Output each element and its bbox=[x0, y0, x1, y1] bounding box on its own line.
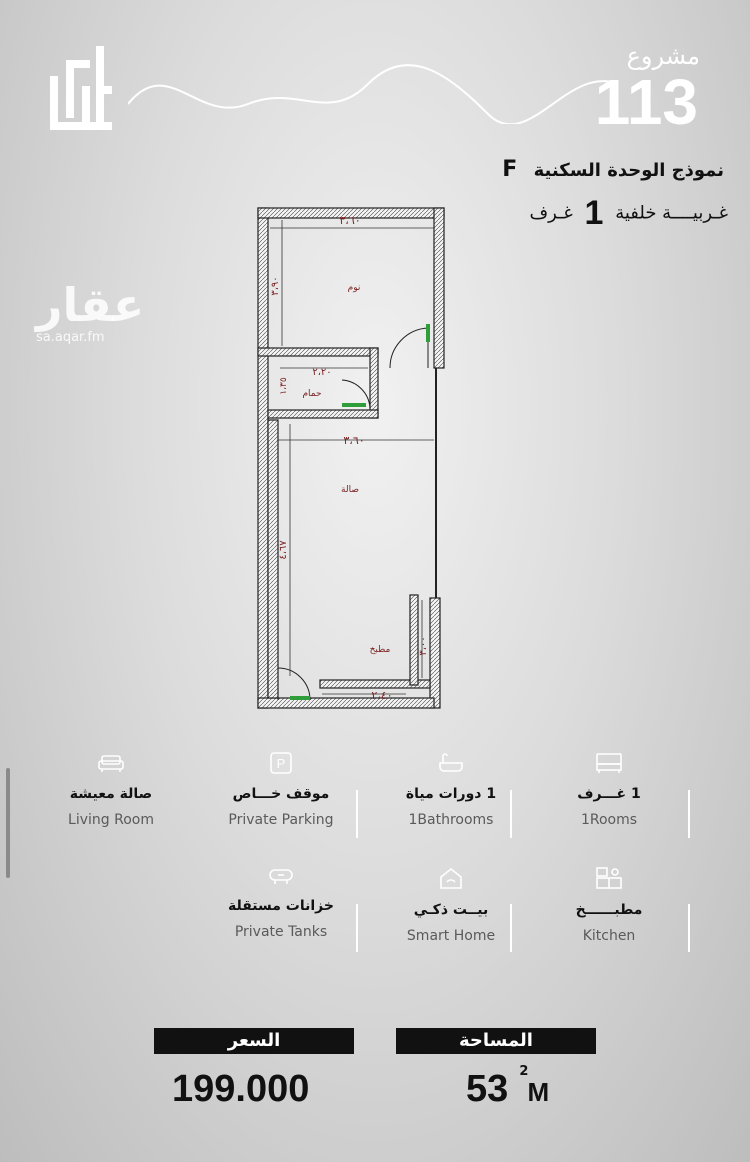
divider bbox=[688, 904, 690, 952]
unit-model-label: نموذج الوحدة السكنية bbox=[533, 160, 724, 181]
project-number: 113 bbox=[594, 66, 698, 138]
water-tank-icon bbox=[267, 866, 295, 886]
feature-tanks-ar: خزانات مستقلة bbox=[228, 898, 334, 914]
living-width: ٣،٦٠ bbox=[343, 434, 365, 447]
area-unit: M bbox=[527, 1077, 550, 1107]
living-label: صالة bbox=[341, 485, 359, 495]
area-value-group bbox=[466, 1064, 550, 1111]
feature-tanks bbox=[196, 866, 366, 940]
bed-icon bbox=[595, 752, 623, 774]
feature-bathrooms-ar: 1 دورات مياة bbox=[405, 786, 497, 802]
unit-model bbox=[502, 157, 724, 182]
divider bbox=[510, 790, 512, 838]
divider bbox=[510, 904, 512, 952]
bathroom-height: ١،٣٥ bbox=[279, 377, 289, 395]
developer-logo bbox=[50, 46, 112, 130]
svg-text:P: P bbox=[276, 756, 286, 771]
bathroom-label: حمام bbox=[302, 389, 322, 399]
decorative-wave bbox=[128, 64, 618, 124]
unit-orientation: غـربيــــة خلفية bbox=[615, 202, 728, 224]
feature-smart-home-ar: بيــت ذكـي bbox=[413, 902, 489, 918]
floor-plan bbox=[250, 200, 460, 720]
feature-rooms-ar: 1 غـــرف bbox=[577, 786, 641, 802]
feature-living-room-ar: صالة معيشة bbox=[69, 786, 153, 802]
divider bbox=[356, 790, 358, 838]
area-value: 53 bbox=[466, 1068, 509, 1110]
scroll-indicator[interactable] bbox=[6, 768, 10, 878]
feature-tanks-en: Private Tanks bbox=[234, 924, 328, 940]
feature-living-room bbox=[26, 752, 196, 828]
unit-model-letter: F bbox=[502, 157, 518, 182]
sofa-icon bbox=[97, 752, 125, 774]
price-value: 199.000 bbox=[172, 1068, 310, 1110]
unit-description bbox=[530, 194, 728, 233]
divider bbox=[688, 790, 690, 838]
living-height: ٤،٦٧ bbox=[278, 540, 289, 560]
feature-parking-ar: موقف خـــاص bbox=[232, 786, 330, 802]
feature-parking-en: Private Parking bbox=[228, 812, 334, 828]
feature-kitchen-en: Kitchen bbox=[582, 928, 636, 944]
bathtub-icon bbox=[437, 752, 465, 774]
project-label: مشروع bbox=[626, 42, 700, 70]
smart-home-icon bbox=[438, 866, 464, 890]
parking-icon bbox=[270, 752, 292, 774]
rooms-count: 1 bbox=[584, 194, 604, 232]
area-exponent: 2 bbox=[519, 1064, 529, 1079]
rooms-suffix: غـرف bbox=[529, 202, 573, 224]
feature-rooms bbox=[524, 752, 694, 828]
bedroom-height: ٣،٩٠ bbox=[270, 276, 281, 296]
feature-smart-home-en: Smart Home bbox=[406, 928, 496, 944]
bedroom-width: ٣،٦٠ bbox=[339, 214, 361, 227]
area-label-bar: المساحة bbox=[396, 1028, 596, 1054]
watermark-brand: عقار bbox=[36, 278, 145, 332]
feature-bathrooms-en: 1Bathrooms bbox=[408, 812, 494, 828]
kitchen-width: ٢،٤٠ bbox=[371, 689, 393, 702]
kitchen-label: مطبخ bbox=[369, 645, 391, 655]
feature-parking bbox=[196, 752, 366, 828]
bathroom-width: ٢،٢٠ bbox=[312, 367, 332, 378]
bedroom-label: نوم bbox=[347, 283, 361, 293]
watermark bbox=[36, 278, 145, 345]
watermark-url: sa.aqar.fm bbox=[36, 330, 105, 345]
feature-kitchen bbox=[524, 866, 694, 944]
feature-rooms-en: 1Rooms bbox=[580, 812, 638, 828]
kitchen-height: ٣،٠٠ bbox=[418, 636, 429, 656]
feature-kitchen-ar: مطبــــــخ bbox=[575, 902, 643, 918]
kitchen-icon bbox=[595, 866, 623, 890]
price-label-bar: السعر bbox=[154, 1028, 354, 1054]
feature-living-room-en: Living Room bbox=[68, 812, 154, 828]
divider bbox=[356, 904, 358, 952]
